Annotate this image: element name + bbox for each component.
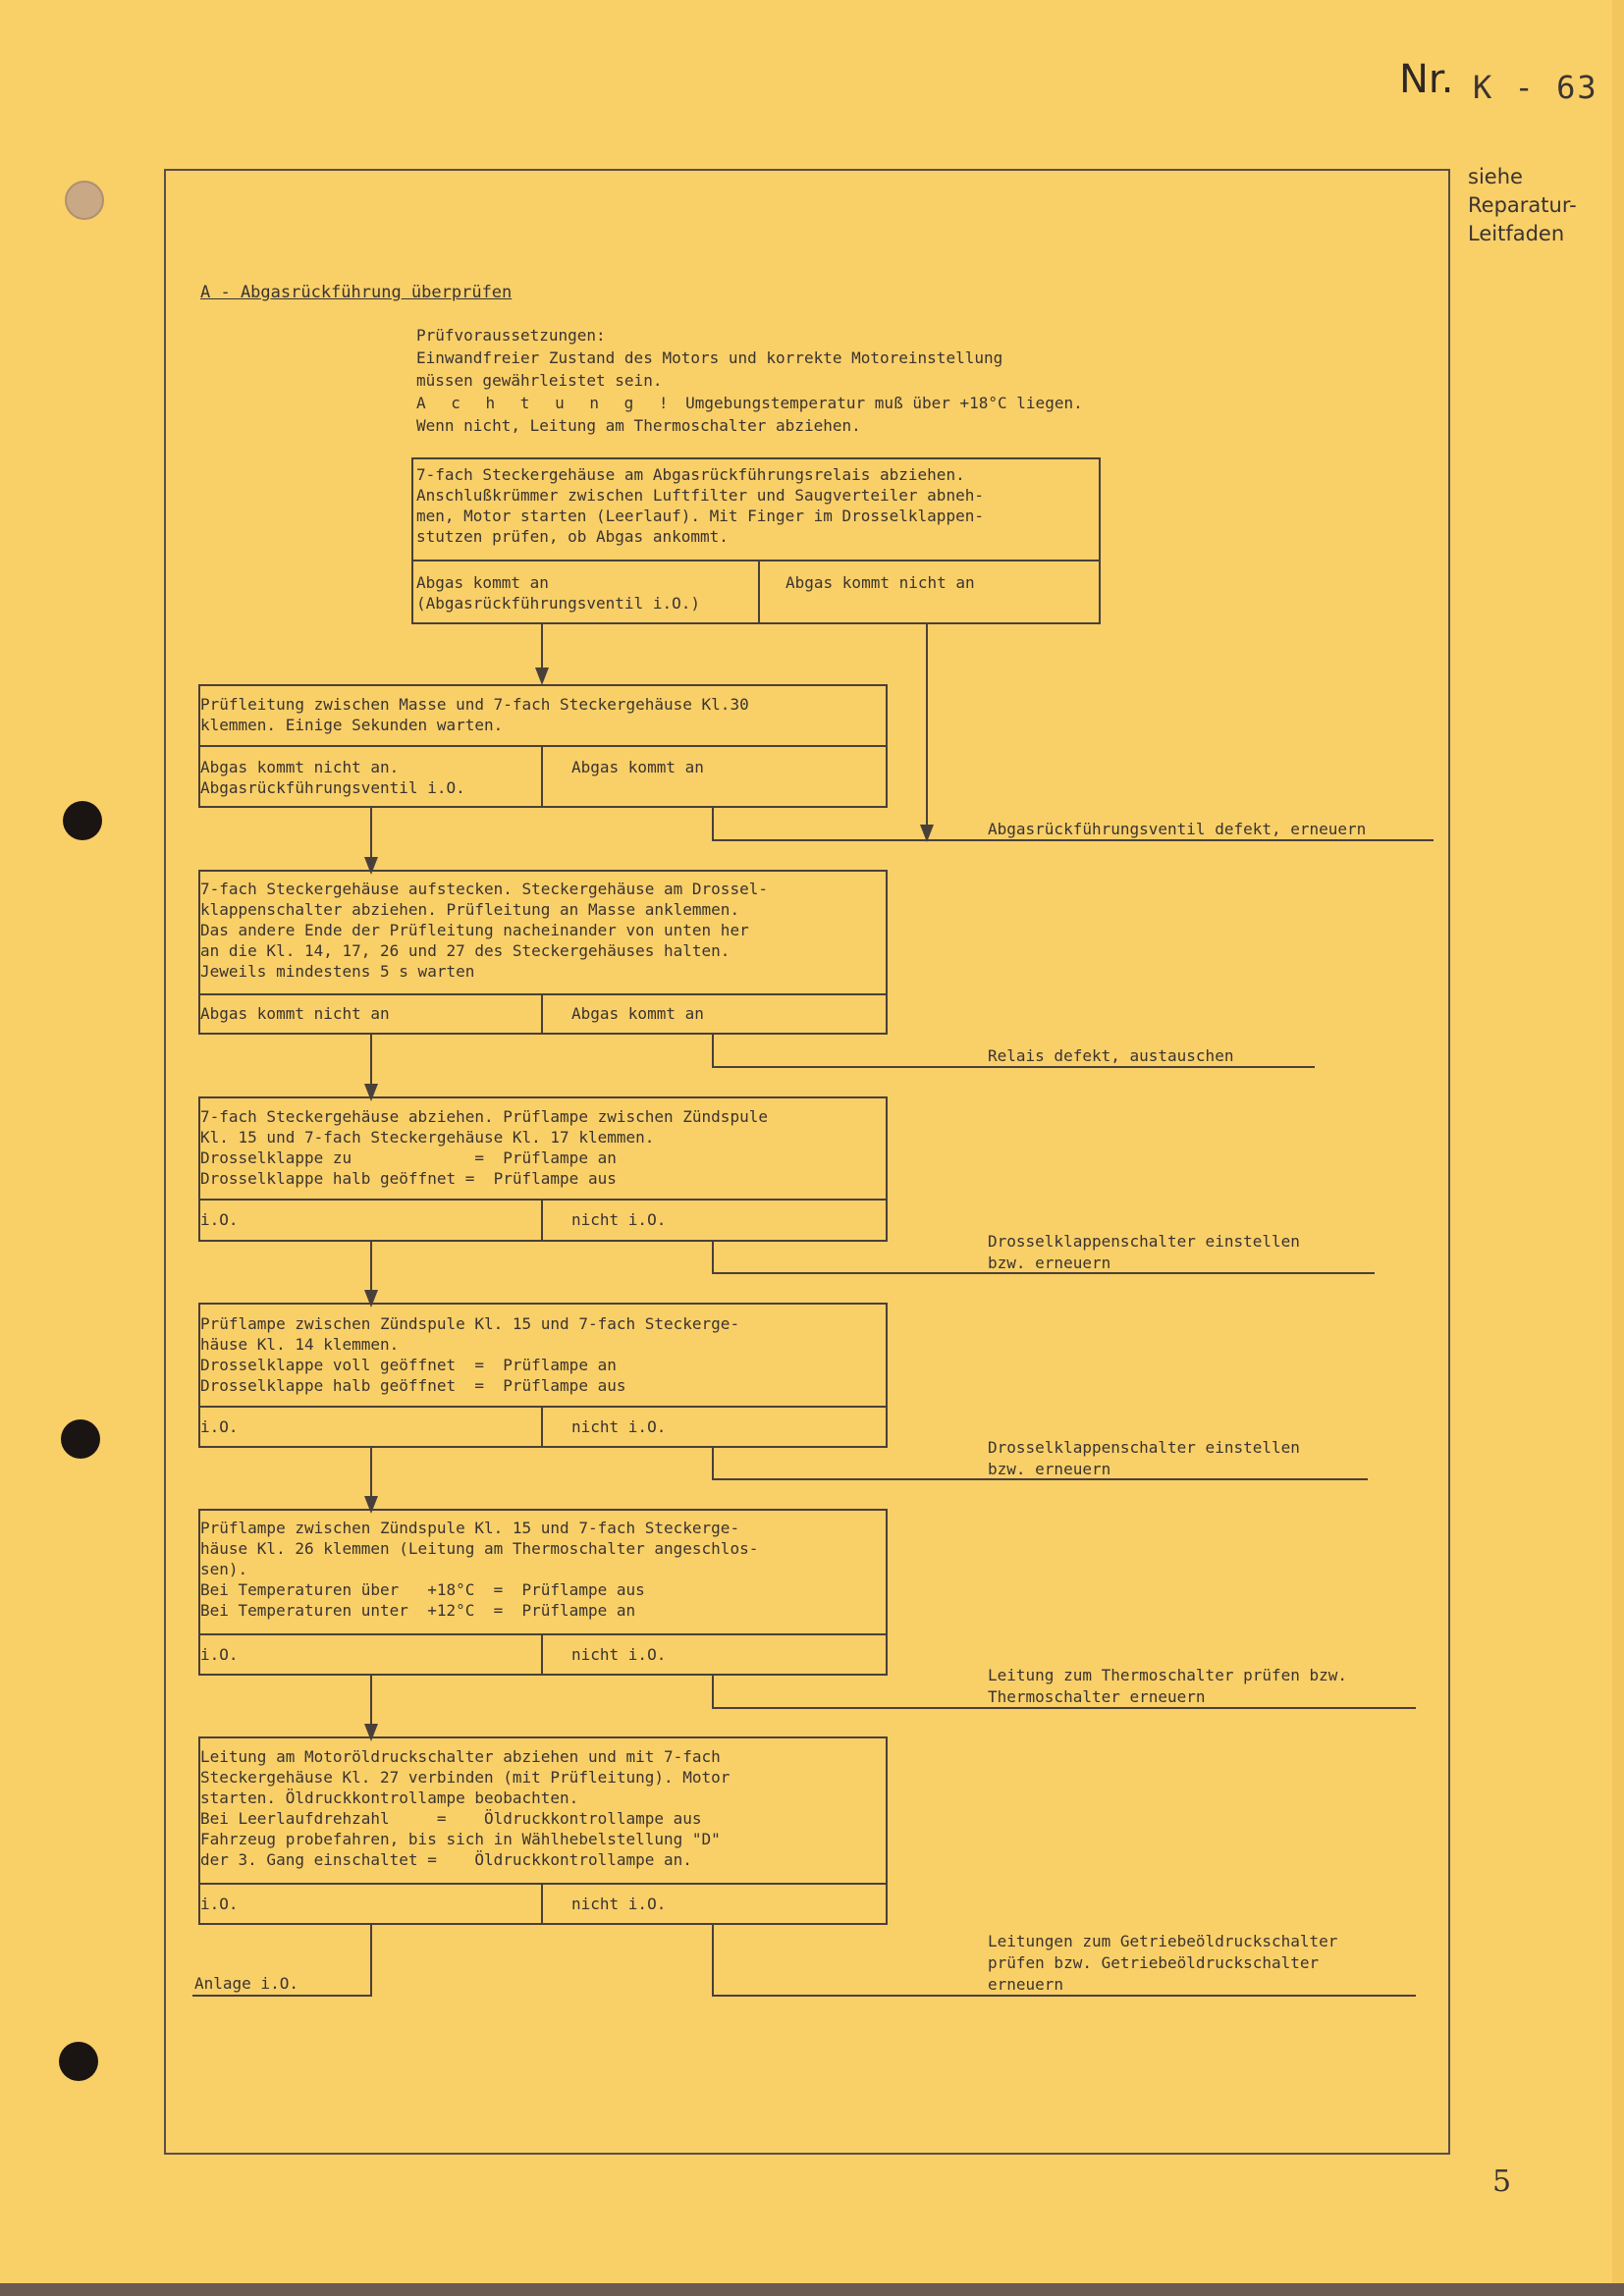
- step-result-right: nicht i.O.: [571, 1895, 667, 1913]
- flow-line: [926, 624, 928, 827]
- flow-line: [192, 1995, 372, 1997]
- flow-line: [712, 808, 714, 840]
- step-result-right: nicht i.O.: [571, 1417, 667, 1436]
- step-result-left: i.O.: [200, 1210, 239, 1229]
- prerequisites-line: Einwandfreier Zustand des Motors und korrekte Motoreinstellung: [416, 348, 1003, 367]
- step-result-right: Abgas kommt nicht an: [785, 573, 975, 592]
- flow-line: [712, 1676, 714, 1708]
- divider: [541, 745, 543, 808]
- prerequisites: [416, 324, 1083, 437]
- fault-note: Abgasrückführungsventil defekt, erneuern: [988, 820, 1367, 838]
- paper-edge-right: [1612, 0, 1624, 2296]
- flow-line: [712, 1242, 714, 1273]
- step-result-right: Abgas kommt an: [571, 1004, 704, 1023]
- section-title: A - Abgasrückführung überprüfen: [200, 283, 513, 302]
- flow-line: [370, 1925, 372, 1996]
- step-result-left: i.O.: [200, 1417, 239, 1436]
- final-result: Anlage i.O.: [194, 1974, 298, 1993]
- flow-line: [712, 1448, 714, 1479]
- step-result-left: Abgas kommt nicht an. Abgasrückführungsventil i.O.: [200, 758, 465, 797]
- divider: [411, 560, 1101, 561]
- prerequisites-line: Umgebungstemperatur muß über +18°C liegen.: [685, 394, 1083, 412]
- reference-note: [1468, 163, 1577, 248]
- divider: [198, 1633, 888, 1635]
- step-result-left: i.O.: [200, 1645, 239, 1664]
- divider: [541, 993, 543, 1035]
- divider: [541, 1199, 543, 1242]
- prerequisites-heading: Prüfvoraussetzungen:: [416, 326, 606, 345]
- step-result-right: nicht i.O.: [571, 1645, 667, 1664]
- divider: [198, 1406, 888, 1408]
- step-result-left: Abgas kommt nicht an: [200, 1004, 390, 1023]
- document-number-label: Nr.: [1399, 57, 1454, 102]
- divider: [198, 1883, 888, 1885]
- divider: [198, 1199, 888, 1201]
- divider: [758, 560, 760, 624]
- fault-note: Drosselklappenschalter einstellen bzw. erneuern: [988, 1232, 1300, 1272]
- step-instruction: Prüflampe zwischen Zündspule Kl. 15 und 7-fach Steckerge- häuse Kl. 26 klemmen (Leitung am Thermoschalter angeschlos- sen). Bei Temperaturen über +18°C = Prüflampe aus Bei Temperaturen unter +12°C = Prüflampe an: [200, 1519, 759, 1620]
- punch-hole: [61, 1419, 100, 1459]
- punch-hole: [65, 181, 104, 220]
- divider: [541, 1633, 543, 1676]
- prerequisites-line: Wenn nicht, Leitung am Thermoschalter abziehen.: [416, 416, 861, 435]
- flow-line: [712, 1035, 714, 1067]
- step-instruction: Prüflampe zwischen Zündspule Kl. 15 und 7-fach Steckerge- häuse Kl. 14 klemmen. Drosselklappe voll geöffnet = Prüflampe an Drosselklappe halb geöffnet = Prüflampe aus: [200, 1314, 740, 1395]
- step-instruction: 7-fach Steckergehäuse aufstecken. Steckergehäuse am Drossel- klappenschalter abziehen. Prüfleitung an Masse anklemmen. Das andere Ende der Prüfleitung nacheinander von unten her an die Kl. 14, 17, 26 und 27 des Steckergehäuses halten. Jeweils mindestens 5 s warten: [200, 880, 768, 981]
- fault-note: Drosselklappenschalter einstellen bzw. erneuern: [988, 1438, 1300, 1478]
- flow-line: [712, 1925, 714, 1996]
- prerequisites-warning: [416, 392, 1083, 414]
- achtung-label: A c h t u n g !: [416, 394, 677, 412]
- step-result-right: Abgas kommt an: [571, 758, 704, 776]
- step-result-right: nicht i.O.: [571, 1210, 667, 1229]
- punch-hole: [63, 801, 102, 840]
- divider: [198, 993, 888, 995]
- reference-note-line: Leitfaden: [1468, 222, 1565, 245]
- fault-note: Leitung zum Thermoschalter prüfen bzw. Thermoschalter erneuern: [988, 1666, 1348, 1706]
- step-result-left: i.O.: [200, 1895, 239, 1913]
- step-instruction: Leitung am Motoröldruckschalter abziehen und mit 7-fach Steckergehäuse Kl. 27 verbinden (mit Prüfleitung). Motor starten. Öldruckkontrollampe beobachten. Bei Leerlaufdrehzahl = Öldruckkontrollampe aus Fahrzeug probefahren, bis sich in Wählhebelstellung "D" der 3. Gang einschaltet = Öldruckkontrollampe an.: [200, 1747, 731, 1869]
- step-result-left: Abgas kommt an (Abgasrückführungsventil i.O.): [416, 573, 700, 613]
- divider: [541, 1406, 543, 1448]
- step-instruction: Prüfleitung zwischen Masse und 7-fach Steckergehäuse Kl.30 klemmen. Einige Sekunden warten.: [200, 695, 749, 734]
- step-instruction: 7-fach Steckergehäuse am Abgasrückführungsrelais abziehen. Anschlußkrümmer zwischen Luftfilter und Saugverteiler abneh- men, Motor starten (Leerlauf). Mit Finger im Drosselklappen- stutzen prüfen, ob Abgas ankommt.: [416, 465, 984, 546]
- divider: [541, 1883, 543, 1925]
- prerequisites-line: müssen gewährleistet sein.: [416, 371, 663, 390]
- punch-hole: [59, 2042, 98, 2081]
- reference-note-line: siehe: [1468, 165, 1523, 188]
- flow-arrow: [535, 667, 549, 685]
- paper-edge-bottom: [0, 2283, 1624, 2296]
- fault-note: Relais defekt, austauschen: [988, 1046, 1234, 1065]
- divider: [198, 745, 888, 747]
- page-number: 5: [1492, 2164, 1512, 2199]
- fault-note: Leitungen zum Getriebeöldruckschalter prüfen bzw. Getriebeöldruckschalter erneuern: [988, 1932, 1338, 1994]
- step-instruction: 7-fach Steckergehäuse abziehen. Prüflampe zwischen Zündspule Kl. 15 und 7-fach Steckergehäuse Kl. 17 klemmen. Drosselklappe zu = Prüflampe an Drosselklappe halb geöffnet = Prüflampe aus: [200, 1107, 768, 1188]
- flow-line: [541, 624, 543, 671]
- reference-note-line: Reparatur-: [1468, 193, 1577, 217]
- document-number-code: K - 63: [1473, 69, 1598, 106]
